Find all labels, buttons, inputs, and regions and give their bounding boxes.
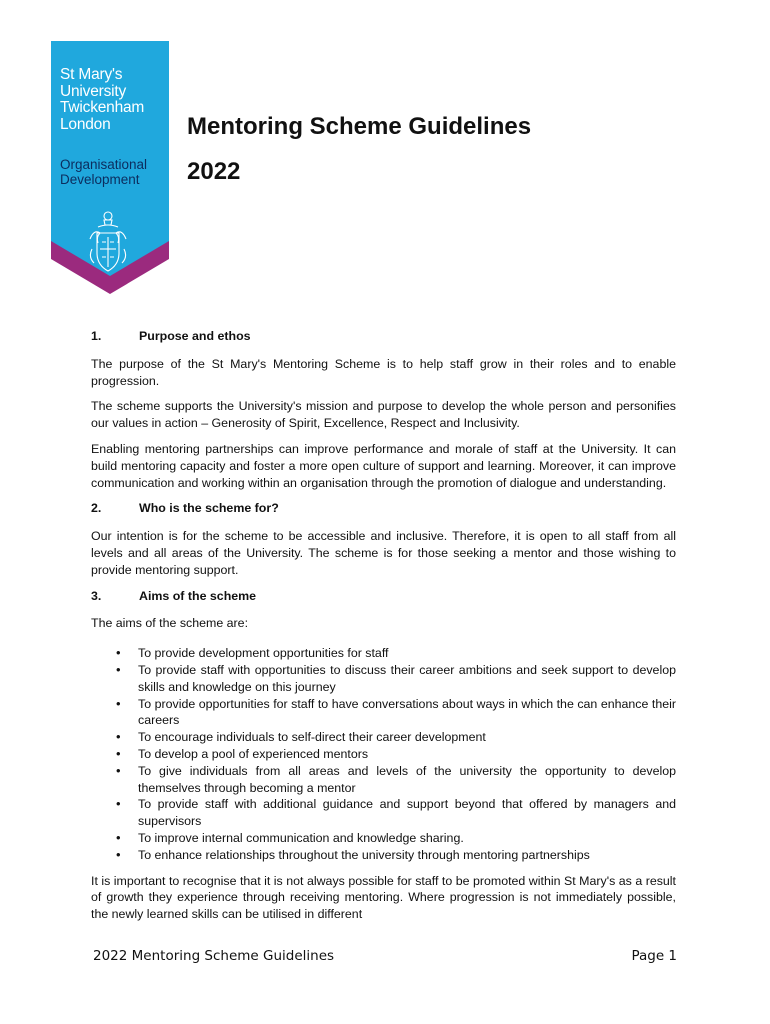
document-body (91, 328, 676, 932)
section-number: 1. (91, 329, 102, 343)
university-line: University (60, 82, 127, 100)
footer-document-title: 2022 Mentoring Scheme Guidelines (93, 948, 335, 964)
section-number: 2. (91, 501, 102, 516)
university-name (60, 67, 144, 133)
university-crest-icon (84, 209, 132, 277)
paragraph: It is important to recognise that it is not always possible for staff to be promoted within St Mary's as a result of growth they experience through receiving mentoring. Where progression is not immediately possible, the newly learned skills can be utilised in different (91, 873, 676, 922)
list-item: • To provide development opportunities for staff (138, 645, 676, 662)
paragraph: The aims of the scheme are: (91, 616, 249, 631)
section-number: 3. (91, 588, 102, 603)
list-item: • To develop a pool of experienced mentors (138, 746, 676, 763)
section-title: Who is the scheme for? (139, 501, 279, 516)
section-heading-audience (91, 500, 676, 517)
paragraph: The purpose of the St Mary's Mentoring Scheme is to help staff grow in their roles and to enable progression. (91, 356, 676, 388)
list-item: • To enhance relationships throughout the university through mentoring partnerships (138, 847, 676, 864)
paragraph: Enabling mentoring partnerships can improve performance and morale of staff at the University. It can build mentoring capacity and foster a more open culture of support and learning. Moreover, it can improve communication and working within an organisation through the promotion of dialogue and understanding. (91, 441, 676, 490)
section-heading-purpose (91, 328, 676, 345)
university-logo-banner (51, 41, 169, 294)
university-line: London (60, 115, 111, 133)
list-item: • To provide opportunities for staff to have conversations about ways in which the can enhance their careers (138, 696, 676, 730)
document-year: 2022 (187, 158, 241, 185)
paragraph: The scheme supports the University's mission and purpose to develop the whole person and personifies our values in action – Generosity of Spirit, Excellence, Respect and Inclusivity. (91, 399, 676, 431)
department-name (60, 157, 147, 187)
university-line: St Mary's (60, 66, 123, 83)
aims-list (91, 645, 676, 863)
section-title: Purpose and ethos (139, 329, 251, 343)
page-number: Page 1 (631, 948, 677, 964)
section-heading-aims (91, 588, 676, 605)
document-title: Mentoring Scheme Guidelines (187, 113, 532, 140)
list-item: • To provide staff with additional guidance and support beyond that offered by managers and supervisors (138, 796, 676, 830)
university-line: Twickenham (60, 99, 145, 116)
department-line: Development (60, 172, 140, 187)
section-title: Aims of the scheme (139, 588, 257, 603)
paragraph: Our intention is for the scheme to be accessible and inclusive. Therefore, it is open to all staff from all levels and all areas of the University. The scheme is for those seeking a mentor and those wishing to provide mentoring support. (91, 529, 676, 577)
page-footer (93, 948, 677, 964)
department-line: Organisational (60, 157, 148, 172)
list-item: • To improve internal communication and knowledge sharing. (138, 830, 676, 847)
list-item: • To provide staff with opportunities to discuss their career ambitions and seek support to develop skills and knowledge on this journey (138, 662, 676, 696)
list-item: • To give individuals from all areas and levels of the university the opportunity to develop themselves through becoming a mentor (138, 763, 676, 797)
list-item: • To encourage individuals to self-direct their career development (138, 729, 676, 746)
